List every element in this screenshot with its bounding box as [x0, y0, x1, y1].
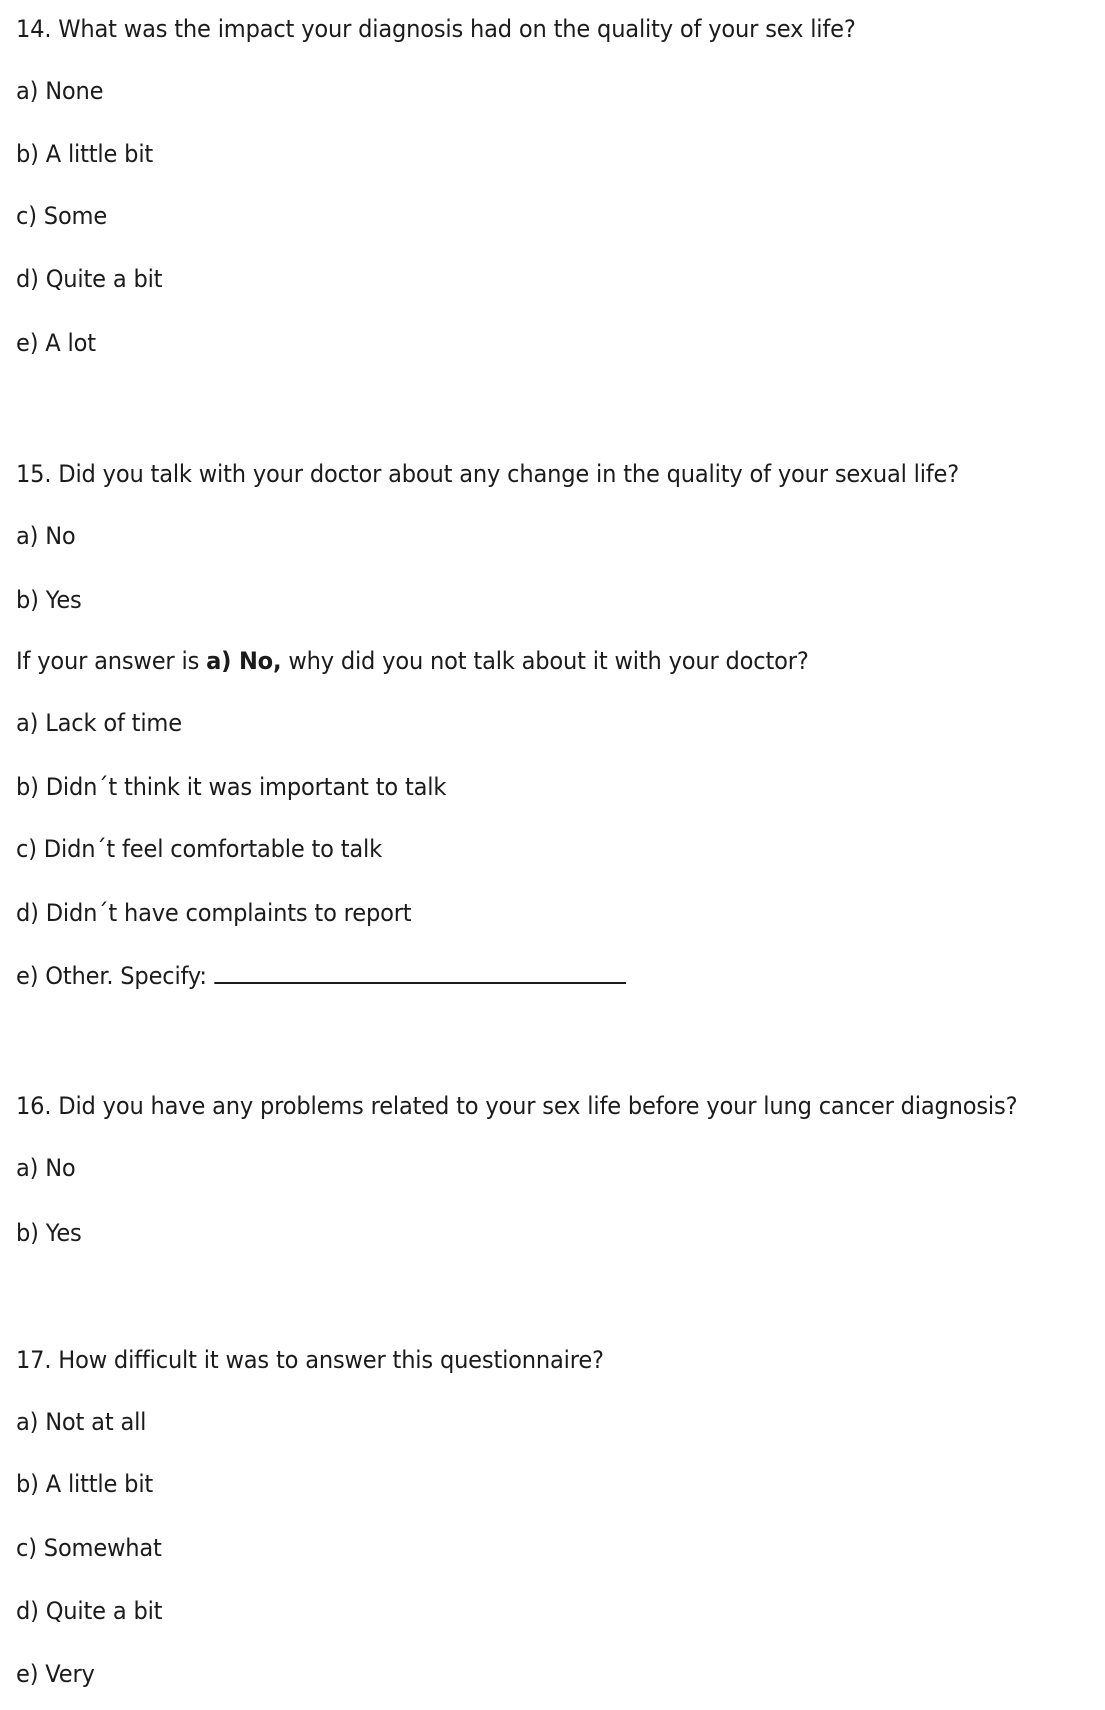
q17-option-e: e) Very — [16, 1660, 95, 1688]
q17-option-c: c) Somewhat — [16, 1534, 162, 1562]
q17-option-d: d) Quite a bit — [16, 1597, 163, 1625]
q16-option-a: a) No — [16, 1154, 76, 1182]
other-specify-label: e) Other. Specify: — [16, 962, 207, 990]
q15-followup-option-b: b) Didn´t think it was important to talk — [16, 773, 447, 801]
q17-option-b: b) A little bit — [16, 1470, 154, 1498]
question-14: 14. What was the impact your diagnosis had on the quality of your sex life? — [16, 15, 856, 43]
followup-prefix: If your answer is — [16, 647, 207, 675]
q17-option-a: a) Not at all — [16, 1408, 147, 1436]
question-17: 17. How difficult it was to answer this questionnaire? — [16, 1346, 604, 1374]
q15-followup-option-a: a) Lack of time — [16, 709, 182, 737]
q15-followup-option-e — [16, 960, 626, 991]
q15-followup-option-c: c) Didn´t feel comfortable to talk — [16, 835, 383, 863]
question-16: 16. Did you have any problems related to your sex life before your lung cancer diagnosis? — [16, 1092, 1018, 1120]
q15-option-b: b) Yes — [16, 586, 82, 614]
followup-emphasis: a) No, — [206, 647, 282, 675]
q16-option-b: b) Yes — [16, 1219, 82, 1247]
specify-blank-line — [214, 960, 626, 984]
q15-followup-option-d: d) Didn´t have complaints to report — [16, 899, 412, 927]
question-15: 15. Did you talk with your doctor about any change in the quality of your sexual life? — [16, 460, 960, 488]
q14-option-a: a) None — [16, 77, 104, 105]
followup-suffix: why did you not talk about it with your doctor? — [281, 647, 809, 675]
q15-option-a: a) No — [16, 522, 76, 550]
q14-option-e: e) A lot — [16, 329, 96, 357]
q14-option-b: b) A little bit — [16, 140, 154, 168]
q14-option-d: d) Quite a bit — [16, 265, 163, 293]
q14-option-c: c) Some — [16, 202, 108, 230]
q15-followup-question — [16, 646, 809, 676]
